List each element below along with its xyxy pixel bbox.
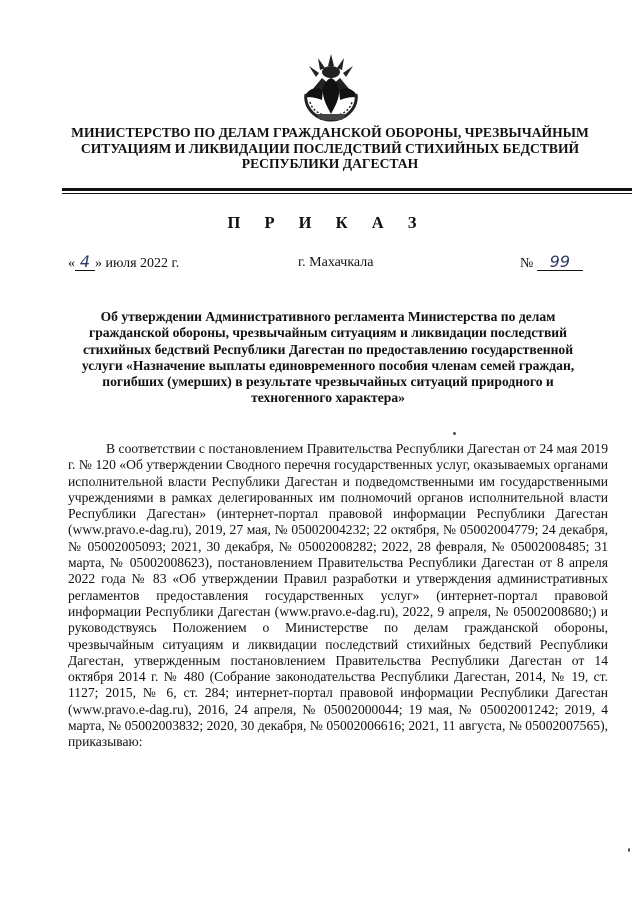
document-body: В соответствии с постановлением Правительства Республики Дагестан от 24 мая 2019 г. № 120 «Об утверждении Сводного перечня государственных услуг, оказываемых органами исполнительной власти Республики Дагестан и подведомственными им государственными учреждениями в рамках делегированных им полномочий органов исполнительной власти Республики Дагестан» (интернет-портал правовой информации Республики Дагестан (www.pravo.e-dag.ru), 2019, 27 мая, № 05002004232; 22 октября, № 05002004779; 24 декабря, № 05002005093; 2021, 30 декабря, № 05002008282; 2022, 28 февраля, № 05002008485; 31 марта, № 05002008623), постановлением Правительства Республики Дагестан от 8 апреля 2022 года № 83 «Об утверждении Правил разработки и утверждения административных регламентов предоставления государственных услуг» (интернет-портал правовой информации Республики Дагестан (www.pravo.e-dag.ru), 2022, 9 апреля, № 05002008680;) и руководствуясь Положением о Министерстве по делам гражданской обороны, чрезвычайным ситуациям и ликвидации последствий стихийных бедствий Республики Дагестан, утвержденным постановлением Правительства Республики Дагестан от 14 октября 2014 г. № 480 (Собрание законодательства Республики Дагестан, 2014, № 19, ст. 1127; 2015, № 6, ст. 284; интернет-портал правовой информации Республики Дагестан (www.pravo.e-dag.ru), 2016, 24 апреля, № 05002000044; 19 мая, № 05002001242; 2019, 4 марта, № 05002003832; 2020, 30 декабря, № 05002006616; 2021, 11 августа, № 05002007565), приказываю: xyxy=(68,441,608,750)
document-date xyxy=(68,254,179,273)
scan-speck xyxy=(628,848,630,852)
coat-of-arms-icon xyxy=(298,50,364,122)
ministry-name: МИНИСТЕРСТВО ПО ДЕЛАМ ГРАЖДАНСКОЙ ОБОРОНЫ, ЧРЕЗВЫЧАЙНЫМ СИТУАЦИЯМ И ЛИКВИДАЦИИ ПОСЛЕДСТВИЙ СТИХИЙНЫХ БЕДСТВИЙ РЕСПУБЛИКИ ДАГЕСТАН xyxy=(71,125,589,171)
document-subject: Об утверждении Административного регламента Министерства по делам гражданской обороны, чрезвычайным ситуациям и ликвидации последствий стихийных бедствий Республики Дагестан по предоставлению государственной услуги «Назначение выплаты единовременного пособия членам семей граждан, погибших (умерших) в результате чрезвычайных ситуаций природного и техногенного характера» xyxy=(81,309,575,406)
header-divider-thin xyxy=(62,193,632,194)
header-divider-thick xyxy=(62,188,632,191)
date-open-quote: « xyxy=(68,256,75,271)
date-day-handwritten: 4 xyxy=(75,254,95,271)
document-city: г. Махачкала xyxy=(298,255,374,270)
scan-speck xyxy=(453,432,456,435)
number-prefix: № xyxy=(520,256,534,271)
document-title: П Р И К А З xyxy=(227,213,427,232)
date-month-year: » июля 2022 г. xyxy=(95,256,180,271)
document-number xyxy=(520,254,583,273)
number-handwritten: 99 xyxy=(537,254,583,271)
